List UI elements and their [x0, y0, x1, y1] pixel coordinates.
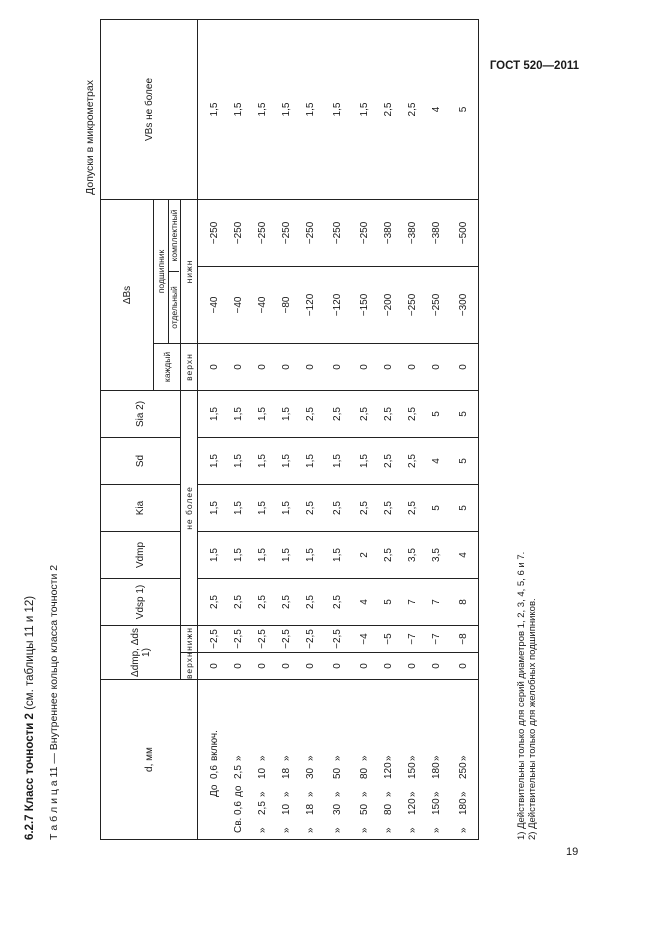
cell-up: 0 — [448, 653, 479, 680]
cell-bs-single: −120 — [322, 266, 352, 343]
cell-bs-single: −150 — [352, 266, 376, 343]
cell-bs-single: −300 — [448, 266, 479, 343]
footnotes — [516, 552, 538, 840]
cell-bs-up: 0 — [376, 343, 400, 390]
footnote-1: 1) Действительны только для серий диаметров 1, 2, 3, 4, 5, 6 и 7. — [516, 551, 527, 840]
cell-vbs: 1,5 — [250, 19, 274, 199]
cell-low: −7 — [424, 625, 448, 652]
d-range: »10»18» — [274, 680, 298, 840]
rotated-page-content — [24, 77, 569, 840]
cell-up: 0 — [274, 653, 298, 680]
cell-up: 0 — [298, 653, 322, 680]
table-row — [322, 19, 352, 839]
cell-sia: 1,5 — [226, 390, 250, 437]
table-row — [298, 19, 322, 839]
col-sia: Sia 2) — [101, 390, 181, 437]
d-range: Св.0,6до2,5» — [226, 680, 250, 840]
cell-up: 0 — [376, 653, 400, 680]
cell-bs-up: 0 — [322, 343, 352, 390]
col-vbs: VBs не более — [101, 19, 198, 199]
cell-bs-single: −40 — [198, 266, 227, 343]
col-sd: Sd — [101, 437, 181, 484]
page-number: 19 — [566, 846, 579, 858]
cell-vdsp: 2,5 — [226, 578, 250, 625]
table-row — [226, 19, 250, 839]
d-range: »120»150» — [400, 680, 424, 840]
cell-vdsp: 2,5 — [198, 578, 227, 625]
cell-bs-matched: −250 — [274, 199, 298, 266]
cell-bs-single: −250 — [400, 266, 424, 343]
cell-up: 0 — [322, 653, 352, 680]
d-range: »18»30» — [298, 680, 322, 840]
cell-vbs: 2,5 — [400, 19, 424, 199]
cell-bs-single: −120 — [298, 266, 322, 343]
cell-sd: 1,5 — [198, 437, 227, 484]
cell-low: −5 — [376, 625, 400, 652]
cell-low: −2,5 — [226, 625, 250, 652]
col-lower: нижн — [181, 625, 198, 652]
col-bs-upper: верхн — [181, 343, 198, 390]
cell-vdmp: 1,5 — [322, 531, 352, 578]
section-title: 6.2.7 Класс точности 2 (см. таблицы 11 и 12) — [24, 595, 36, 840]
cell-vdmp: 3,5 — [400, 531, 424, 578]
cell-vdmp: 1,5 — [274, 531, 298, 578]
cell-vdmp: 1,5 — [198, 531, 227, 578]
cell-bs-matched: −380 — [424, 199, 448, 266]
cell-vdmp: 2,5 — [376, 531, 400, 578]
cell-kia: 1,5 — [250, 484, 274, 531]
cell-sia: 1,5 — [250, 390, 274, 437]
d-range: »180»250» — [448, 680, 479, 840]
d-range: До0,6включ. — [198, 680, 227, 840]
cell-sd: 2,5 — [376, 437, 400, 484]
cell-sd: 5 — [448, 437, 479, 484]
cell-bs-matched: −250 — [250, 199, 274, 266]
cell-vbs: 1,5 — [322, 19, 352, 199]
cell-bs-single: −250 — [424, 266, 448, 343]
cell-vdsp: 8 — [448, 578, 479, 625]
table-row — [400, 19, 424, 839]
cell-sd: 1,5 — [226, 437, 250, 484]
table-row — [274, 19, 298, 839]
cell-bs-matched: −380 — [376, 199, 400, 266]
cell-sia: 2,5 — [376, 390, 400, 437]
cell-kia: 1,5 — [198, 484, 227, 531]
col-bs-lower: нижн — [181, 199, 198, 343]
cell-sd: 4 — [424, 437, 448, 484]
cell-kia: 1,5 — [274, 484, 298, 531]
cell-vdsp: 2,5 — [322, 578, 352, 625]
cell-up: 0 — [400, 653, 424, 680]
table-row — [250, 19, 274, 839]
cell-vdmp: 1,5 — [298, 531, 322, 578]
cell-bs-up: 0 — [250, 343, 274, 390]
cell-bs-matched: −380 — [400, 199, 424, 266]
cell-up: 0 — [198, 653, 227, 680]
cell-vdsp: 7 — [424, 578, 448, 625]
cell-bs-up: 0 — [448, 343, 479, 390]
d-range: »50»80» — [352, 680, 376, 840]
cell-kia: 2,5 — [298, 484, 322, 531]
cell-vbs: 1,5 — [274, 19, 298, 199]
cell-sd: 1,5 — [298, 437, 322, 484]
cell-sd: 1,5 — [322, 437, 352, 484]
cell-vbs: 4 — [424, 19, 448, 199]
cell-sia: 5 — [424, 390, 448, 437]
d-range: »80»120» — [376, 680, 400, 840]
table-row — [352, 19, 376, 839]
cell-sia: 1,5 — [198, 390, 227, 437]
col-bs-bearings: подшипник отдельный комплектный — [154, 199, 181, 343]
cell-sia: 2,5 — [352, 390, 376, 437]
cell-bs-up: 0 — [274, 343, 298, 390]
cell-up: 0 — [424, 653, 448, 680]
cell-bs-single: −40 — [250, 266, 274, 343]
cell-sia: 5 — [448, 390, 479, 437]
cell-low: −2,5 — [250, 625, 274, 652]
cell-vbs: 1,5 — [352, 19, 376, 199]
cell-vbs: 2,5 — [376, 19, 400, 199]
cell-bs-up: 0 — [400, 343, 424, 390]
cell-vbs: 5 — [448, 19, 479, 199]
cell-vdmp: 1,5 — [250, 531, 274, 578]
cell-sd: 2,5 — [400, 437, 424, 484]
cell-bs-matched: −250 — [322, 199, 352, 266]
table-row — [448, 19, 479, 839]
cell-sia: 1,5 — [274, 390, 298, 437]
cell-vdmp: 3,5 — [424, 531, 448, 578]
cell-kia: 5 — [424, 484, 448, 531]
cell-vbs: 1,5 — [198, 19, 227, 199]
cell-vdsp: 4 — [352, 578, 376, 625]
col-vdmp: Vdmp — [101, 531, 181, 578]
cell-bs-single: −80 — [274, 266, 298, 343]
cell-sia: 2,5 — [298, 390, 322, 437]
cell-vdmp: 2 — [352, 531, 376, 578]
cell-vdmp: 1,5 — [226, 531, 250, 578]
cell-bs-matched: −500 — [448, 199, 479, 266]
cell-low: −2,5 — [198, 625, 227, 652]
col-bs-matched: комплектный — [168, 209, 179, 262]
d-range: »150»180» — [424, 680, 448, 840]
cell-vdmp: 4 — [448, 531, 479, 578]
cell-sia: 2,5 — [322, 390, 352, 437]
cell-bs-matched: −250 — [198, 199, 227, 266]
col-vdsp: Vdsp 1) — [101, 578, 181, 625]
table-row — [198, 19, 227, 839]
cell-kia: 2,5 — [352, 484, 376, 531]
col-delta-bs: ΔBs — [101, 199, 154, 390]
cell-vbs: 1,5 — [298, 19, 322, 199]
cell-bs-matched: −250 — [298, 199, 322, 266]
col-delta-dmp: Δdmp, Δds 1) — [101, 625, 181, 679]
cell-vdsp: 7 — [400, 578, 424, 625]
col-upper: верхн — [181, 653, 198, 680]
cell-bs-up: 0 — [198, 343, 227, 390]
cell-bs-single: −40 — [226, 266, 250, 343]
footnote-2: 2) Действительны только для желобных подшипников. — [527, 598, 538, 840]
table-row — [376, 19, 400, 839]
cell-kia: 1,5 — [226, 484, 250, 531]
cell-low: −7 — [400, 625, 424, 652]
cell-bs-matched: −250 — [226, 199, 250, 266]
cell-vbs: 1,5 — [226, 19, 250, 199]
cell-kia: 2,5 — [376, 484, 400, 531]
cell-vdsp: 2,5 — [250, 578, 274, 625]
cell-low: −8 — [448, 625, 479, 652]
cell-sd: 1,5 — [352, 437, 376, 484]
cell-up: 0 — [226, 653, 250, 680]
tolerance-table — [100, 19, 479, 840]
cell-low: −2,5 — [322, 625, 352, 652]
cell-up: 0 — [352, 653, 376, 680]
cell-kia: 2,5 — [322, 484, 352, 531]
table-row — [424, 19, 448, 839]
cell-low: −2,5 — [298, 625, 322, 652]
cell-bs-up: 0 — [298, 343, 322, 390]
col-not-more: не более — [181, 390, 198, 625]
cell-kia: 5 — [448, 484, 479, 531]
cell-kia: 2,5 — [400, 484, 424, 531]
d-range: »30»50» — [322, 680, 352, 840]
col-kia: Kia — [101, 484, 181, 531]
table-caption: Т а б л и ц а 11 — Внутреннее кольцо класса точности 2 — [48, 564, 60, 840]
standard-header: ГОСТ 520—2011 — [489, 60, 579, 72]
col-d: d, мм — [101, 680, 198, 840]
cell-vdsp: 2,5 — [274, 578, 298, 625]
col-bs-each: каждый — [154, 343, 181, 390]
cell-vdsp: 2,5 — [298, 578, 322, 625]
cell-bs-up: 0 — [352, 343, 376, 390]
cell-vdsp: 5 — [376, 578, 400, 625]
cell-up: 0 — [250, 653, 274, 680]
cell-sia: 2,5 — [400, 390, 424, 437]
cell-bs-up: 0 — [424, 343, 448, 390]
tolerance-note: Допуски в микрометрах — [84, 80, 96, 195]
d-range: »2,5»10» — [250, 680, 274, 840]
cell-bs-matched: −250 — [352, 199, 376, 266]
cell-sd: 1,5 — [250, 437, 274, 484]
cell-low: −2,5 — [274, 625, 298, 652]
cell-bs-single: −200 — [376, 266, 400, 343]
cell-low: −4 — [352, 625, 376, 652]
cell-bs-up: 0 — [226, 343, 250, 390]
cell-sd: 1,5 — [274, 437, 298, 484]
col-bs-single: отдельный — [169, 271, 179, 343]
